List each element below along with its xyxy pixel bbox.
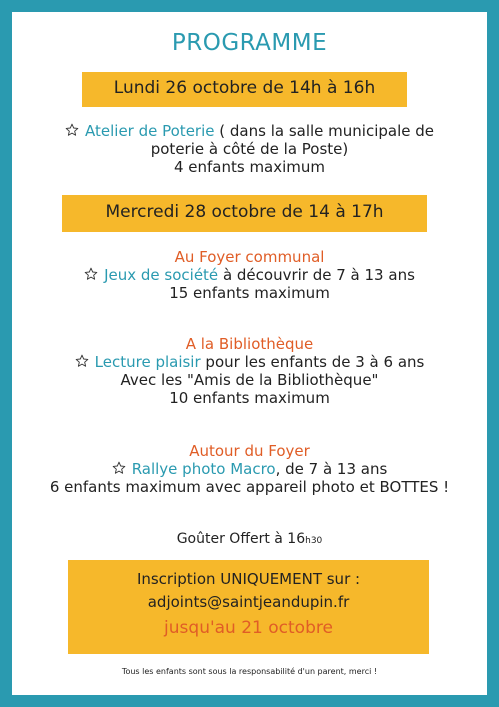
day2-heading: Mercredi 28 octobre de 14 à 17h: [105, 202, 384, 222]
foyer-activity-name: Jeux de société: [104, 266, 219, 284]
day1-line2: poterie à côté de la Poste): [150, 140, 349, 158]
day1-band: [82, 72, 407, 107]
outside-activity-name: Rallye photo Macro: [131, 460, 276, 478]
registration-band: [68, 560, 429, 654]
registration-line1: Inscription UNIQUEMENT sur :: [136, 570, 361, 588]
library-line1: [12, 353, 487, 371]
snack-time: h30: [305, 536, 323, 546]
library-activity-rest: pour les enfants de 3 à 6 ans: [200, 353, 425, 371]
snack-text: Goûter Offert à 16: [176, 531, 306, 547]
library-section: [12, 335, 487, 407]
outside-section: [12, 442, 487, 496]
library-line2: Avec les "Amis de la Bibliothèque": [120, 371, 379, 389]
foyer-section: [12, 248, 487, 302]
foyer-capacity: 15 enfants maximum: [169, 284, 330, 302]
outside-place: Autour du Foyer: [189, 442, 310, 460]
foyer-place: Au Foyer communal: [174, 248, 325, 266]
day1-activity: [12, 122, 487, 176]
registration-email[interactable]: adjoints@saintjeandupin.fr: [147, 593, 350, 611]
day1-activity-rest: ( dans la salle municipale de: [214, 122, 434, 140]
library-place: A la Bibliothèque: [185, 335, 314, 353]
star-outline-icon: [75, 354, 89, 368]
snack-line: [12, 530, 487, 550]
outside-activity-rest: , de 7 à 13 ans: [275, 460, 388, 478]
star-outline-icon: [84, 267, 98, 281]
day1-line1: [12, 122, 487, 140]
page-title: PROGRAMME: [171, 30, 328, 56]
foyer-line1: [12, 266, 487, 284]
star-outline-icon: [65, 123, 79, 137]
registration-deadline: jusqu'au 21 octobre: [164, 618, 333, 638]
foyer-activity-rest: à découvrir de 7 à 13 ans: [218, 266, 415, 284]
day1-line3: 4 enfants maximum: [173, 158, 326, 176]
outside-line2: 6 enfants maximum avec appareil photo et BOTTES !: [49, 478, 450, 496]
library-activity-name: Lecture plaisir: [94, 353, 201, 371]
day1-heading: Lundi 26 octobre de 14h à 16h: [113, 78, 376, 98]
poster-page: [12, 12, 487, 695]
day2-band: [62, 195, 427, 232]
library-capacity: 10 enfants maximum: [169, 389, 330, 407]
star-outline-icon: [112, 461, 126, 475]
day1-activity-name: Atelier de Poterie: [85, 122, 215, 140]
footer-note: Tous les enfants sont sous la responsabilité d'un parent, merci !: [121, 667, 378, 676]
outside-line1: [12, 460, 487, 478]
